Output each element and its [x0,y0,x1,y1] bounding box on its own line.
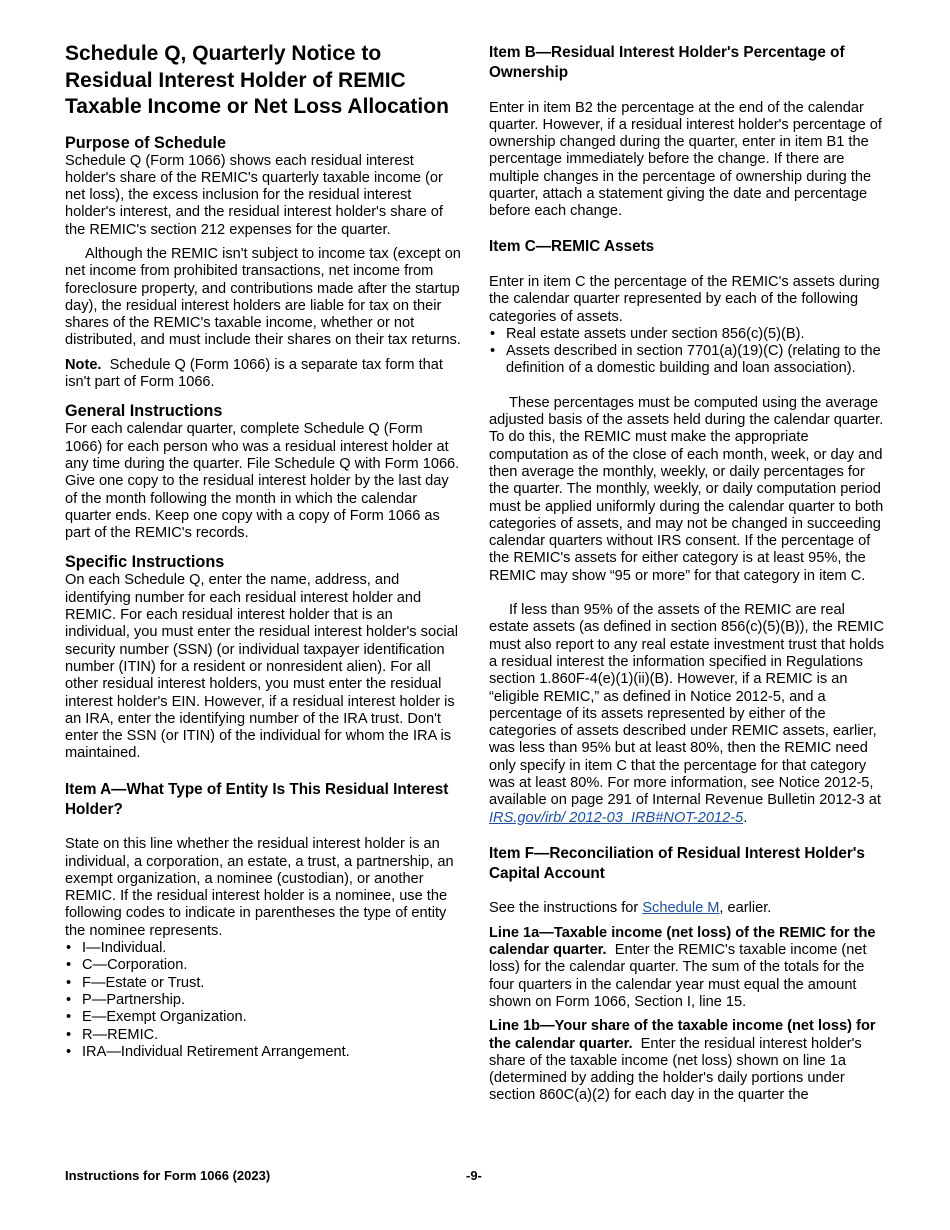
left-column [65,40,461,1061]
line-1a-text: Enter the REMIC's taxable income (net loss) for the calendar quarter. The sum of the totals for the four quarters in the calendar year must equal the amount shown on Form 1066, Section I, line 15. [489,942,867,1010]
irb-notice-link[interactable]: IRS.gov/irb/ 2012-03_IRB#NOT-2012-5 [489,809,744,826]
line-1b-heading: Line 1b—Your share of the taxable income (net loss) for the calendar quarter. [489,1018,876,1052]
list-item: • R—REMIC. [65,1027,461,1044]
item-b-heading: Item B—Residual Interest Holder's Percentage of Ownership [489,44,845,82]
item-c-paragraph-1: Enter in item C the percentage of the REMIC's assets during the calendar quarter represented by each of the following categories of assets. [489,273,880,325]
page-title: Schedule Q, Quarterly Notice to Residual Interest Holder of REMIC Taxable Income or Net Loss Allocation [65,42,449,118]
item-a-paragraph: State on this line whether the residual interest holder is an individual, a corporation, an estate, a trust, a partnership, an exempt organization, a nominee (custodian), or another REMIC. If the residual interest holder is a nominee, use the following codes to indicate in parentheses the type of entity the nominee represents. [65,836,454,939]
line-1a-heading: Line 1a—Taxable income (net loss) of the REMIC for the calendar quarter. [489,924,876,959]
list-item: • E—Exempt Organization. [65,1009,461,1026]
footer-page-number: -9- [466,1168,482,1183]
line-1b-text: Enter the residual interest holder's share of the taxable income (net loss) shown on line 1a (determined by adding the holder's daily portions under section 860C(a)(2) for each day in the quarter the [489,1035,862,1104]
general-instructions-paragraph: For each calendar quarter, complete Schedule Q (Form 1066) for each person who was a residual interest holder at any time during the quarter. File Schedule Q with Form 1066. Give one copy to the residual interest holder by the last day of the month following the month in which the calendar quarter ends. Keep one copy with a copy of Form 1066 as part of the REMIC's records. [65,421,460,542]
item-c-paragraph-3-text: If less than 95% of the assets of the REMIC are real estate assets (as defined in section 856(c)(5)(B)), the REMIC must also report to any real estate investment trust that holds a residual interest the information specified in Regulations section 1.860F-4(e)(1)(ii)(B). However, if a REMIC is an “eligible REMIC,” as defined in Notice 2012-5, and a percentage of its assets represented by either of the categories of assets described under REMIC assets, earlier, was less than 95% but at least 80%, then the REMIC need only specify in item C that the percentage for that category was at least 80%. For more information, see Notice 2012-5, available on page 291 of Internal Revenue Bulletin 2012-3 at [489,602,885,809]
note-text: Schedule Q (Form 1066) is a separate tax form that isn't part of Form 1066. [65,356,443,391]
footer-form-label: Instructions for Form 1066 (2023) [65,1168,271,1183]
purpose-paragraph-1: Schedule Q (Form 1066) shows each residual interest holder's share of the REMIC's quarterly taxable income (or net loss), the excess inclusion for the residual interest holder's interest, and the residual interest holder's share of the REMIC's section 212 expenses for the quarter. [65,152,443,238]
asset-category-list [489,326,885,378]
item-b-paragraph: Enter in item B2 the percentage at the end of the calendar quarter. However, if a residual interest holder's percentage of ownership changed during the quarter, enter in item B1 the percentage immediately before the change. If there are multiple changes in the percentage of ownership during the quarter, attach a statement giving the date and percentage before each change. [489,99,882,220]
entity-code-list [65,940,461,1061]
item-f-heading: Item F—Reconciliation of Residual Interest Holder's Capital Account [489,844,865,883]
line-1b-paragraph [489,1018,885,1104]
general-instructions-heading: General Instructions [65,402,223,421]
list-item: • F—Estate or Trust. [65,975,461,992]
list-item: • I—Individual. [65,940,461,957]
list-item: • IRA—Individual Retirement Arrangement. [65,1044,461,1061]
item-c-heading: Item C—REMIC Assets [489,237,655,255]
item-c-paragraph-3 [489,602,885,827]
see-text-end: , earlier. [719,900,772,917]
list-item: • P—Partnership. [65,992,461,1009]
right-column [489,43,885,1105]
schedule-m-link[interactable]: Schedule M [642,900,720,917]
item-c-paragraph-3-end: . [743,809,748,826]
list-item: • Real estate assets under section 856(c)(5)(B). [489,326,885,343]
list-item: • C—Corporation. [65,957,461,974]
purpose-paragraph-2: Although the REMIC isn't subject to income tax (except on net income from prohibited transactions, net income from foreclosure property, and contributions made after the startup day), the residual interest holders are liable for tax on their shares of the REMIC's taxable income, whether or not distributed, and must include their shares on their tax returns. [65,245,461,349]
see-text: See the instructions for [489,900,639,917]
item-a-heading: Item A—What Type of Entity Is This Residual Interest Holder? [65,780,449,818]
note-label: Note. [65,356,102,373]
specific-instructions-heading: Specific Instructions [65,553,225,572]
item-f-see-paragraph [489,900,885,917]
item-c-paragraph-2: These percentages must be computed using the average adjusted basis of the assets held during the calendar quarter. To do this, the REMIC must make the appropriate computation as of the close of each month, week, or day and then average the monthly, weekly, or daily percentages for the quarter. The monthly, weekly, or daily computation period must be applied uniformly during the calendar quarter to both categories of assets, and may not be changed in succeeding calendar quarters without IRS consent. If the percentage of the REMIC's assets for either category is at least 95%, the REMIC may show “95 or more” for that category in item C. [489,394,884,584]
list-item: • Assets described in section 7701(a)(19)(C) (relating to the definition of a domestic building and loan association). [489,343,885,378]
specific-instructions-paragraph: On each Schedule Q, enter the name, address, and identifying number for each residual interest holder and REMIC. For each residual interest holder that is an individual, you must enter the residual interest holder's social security number (SSN) (or individual taxpayer identification number (ITIN) for a resident or nonresident alien). For all other residual interest holders, you must enter the residual interest holder's EIN. However, if a residual interest holder is an IRA, enter the identifying number of the IRA trust. Don't enter the SSN (or ITIN) of the individual for whom the IRA is maintained. [65,572,458,762]
purpose-heading: Purpose of Schedule [65,133,227,152]
line-1a-paragraph [489,925,885,1011]
note-paragraph [65,357,461,392]
